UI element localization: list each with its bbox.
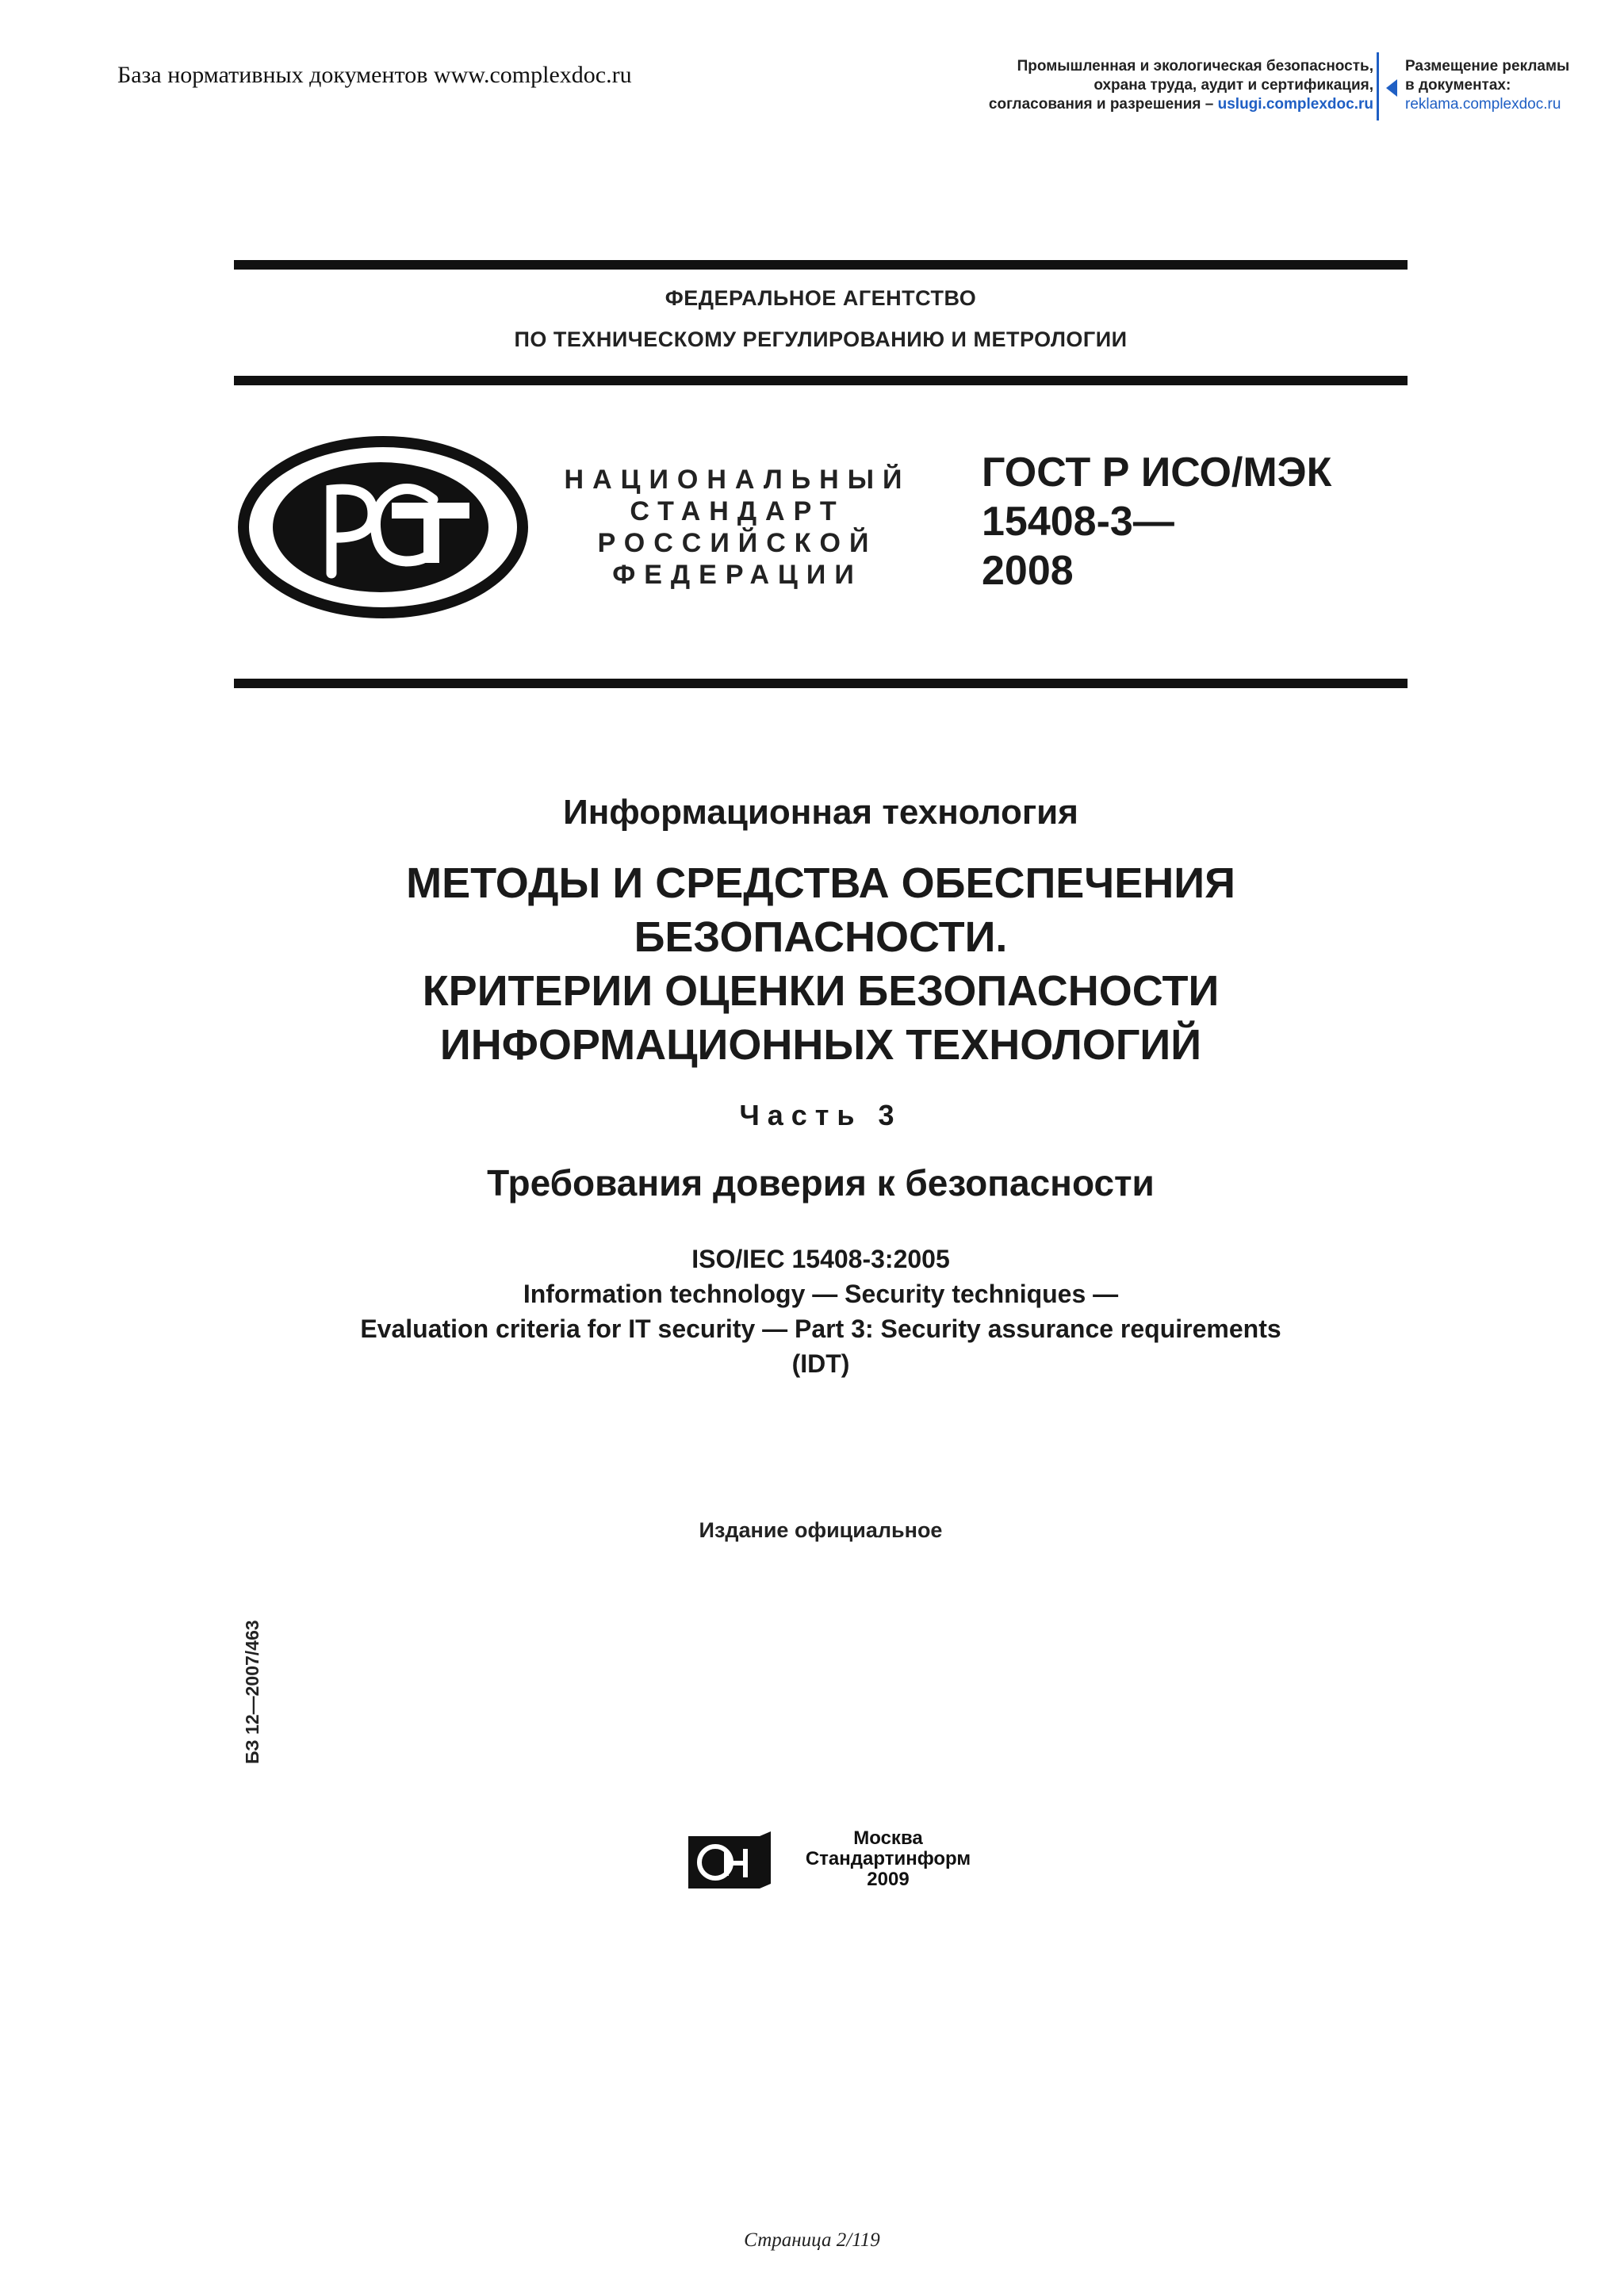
promo-advertising-line2: в документах: <box>1405 77 1511 94</box>
gost-line2: 15408-3— <box>982 499 1174 545</box>
publisher-info <box>785 1828 991 1890</box>
gost-line3: 2008 <box>982 548 1074 594</box>
part-number: Часть 3 <box>739 1099 902 1131</box>
reklama-link[interactable]: reklama.complexdoc.ru <box>1405 96 1561 113</box>
site-title[interactable]: База нормативных документов www.complexdoc.ru <box>117 62 632 88</box>
promo-advertising <box>1405 57 1595 114</box>
publisher-city: Москва <box>853 1827 923 1849</box>
iso-line1: ISO/IEC 15408-3:2005 <box>691 1245 950 1273</box>
edition-label: Издание официальное <box>699 1518 943 1542</box>
gost-designation <box>982 448 1426 595</box>
promo-services-line3: согласования и разрешения – <box>988 96 1218 113</box>
iso-reference <box>234 1242 1408 1381</box>
agency-name <box>234 277 1408 360</box>
page-number: Страница 2/119 <box>744 2229 880 2251</box>
document-title-block <box>234 785 1408 1381</box>
title-line3: КРИТЕРИИ ОЦЕНКИ БЕЗОПАСНОСТИ <box>422 967 1220 1015</box>
arrow-left-icon <box>1386 79 1397 97</box>
iso-line3: Evaluation criteria for IT security — Part 3: Security assurance requirements <box>360 1314 1281 1343</box>
document-subject: Информационная технология <box>563 793 1078 832</box>
iso-line2: Information technology — Security techniques — <box>523 1280 1119 1308</box>
promo-services-line2: охрана труда, аудит и сертификация, <box>1094 77 1373 94</box>
national-standard-line2: СТАНДАРТ <box>630 496 845 526</box>
agency-rule <box>234 376 1408 385</box>
promo-services-line1: Промышленная и экологическая безопасность, <box>1017 58 1373 75</box>
rst-emblem-icon <box>236 434 530 621</box>
promo-advertising-line1: Размещение рекламы <box>1405 58 1570 75</box>
agency-line1: ФЕДЕРАЛЬНОЕ АГЕНТСТВО <box>665 286 977 310</box>
bottom-rule <box>234 679 1408 688</box>
iso-line4: (IDT) <box>791 1349 850 1378</box>
national-standard-line4: ФЕДЕРАЦИИ <box>612 560 863 590</box>
national-standard-label <box>547 464 928 591</box>
gost-line1: ГОСТ Р ИСО/МЭК <box>982 450 1332 496</box>
title-line2: БЕЗОПАСНОСТИ. <box>634 913 1008 961</box>
title-line4: ИНФОРМАЦИОННЫХ ТЕХНОЛОГИЙ <box>439 1021 1202 1069</box>
side-code: БЗ 12—2007/463 <box>242 1620 262 1764</box>
publisher-name: Стандартинформ <box>805 1848 971 1869</box>
promo-divider <box>1377 52 1379 121</box>
title-line1: МЕТОДЫ И СРЕДСТВА ОБЕСПЕЧЕНИЯ <box>406 859 1235 907</box>
publisher-year: 2009 <box>867 1869 910 1890</box>
national-standard-line1: НАЦИОНАЛЬНЫЙ <box>564 465 911 495</box>
uslugi-link[interactable]: uslugi.complexdoc.ru <box>1217 96 1373 113</box>
national-standard-line3: РОССИЙСКОЙ <box>597 528 878 558</box>
document-title <box>234 856 1408 1072</box>
standartinform-logo-icon <box>687 1830 772 1892</box>
top-rule <box>234 260 1408 270</box>
promo-services <box>977 57 1373 114</box>
part-title: Требования доверия к безопасности <box>487 1162 1155 1203</box>
agency-line2: ПО ТЕХНИЧЕСКОМУ РЕГУЛИРОВАНИЮ И МЕТРОЛОГИИ <box>514 327 1128 351</box>
